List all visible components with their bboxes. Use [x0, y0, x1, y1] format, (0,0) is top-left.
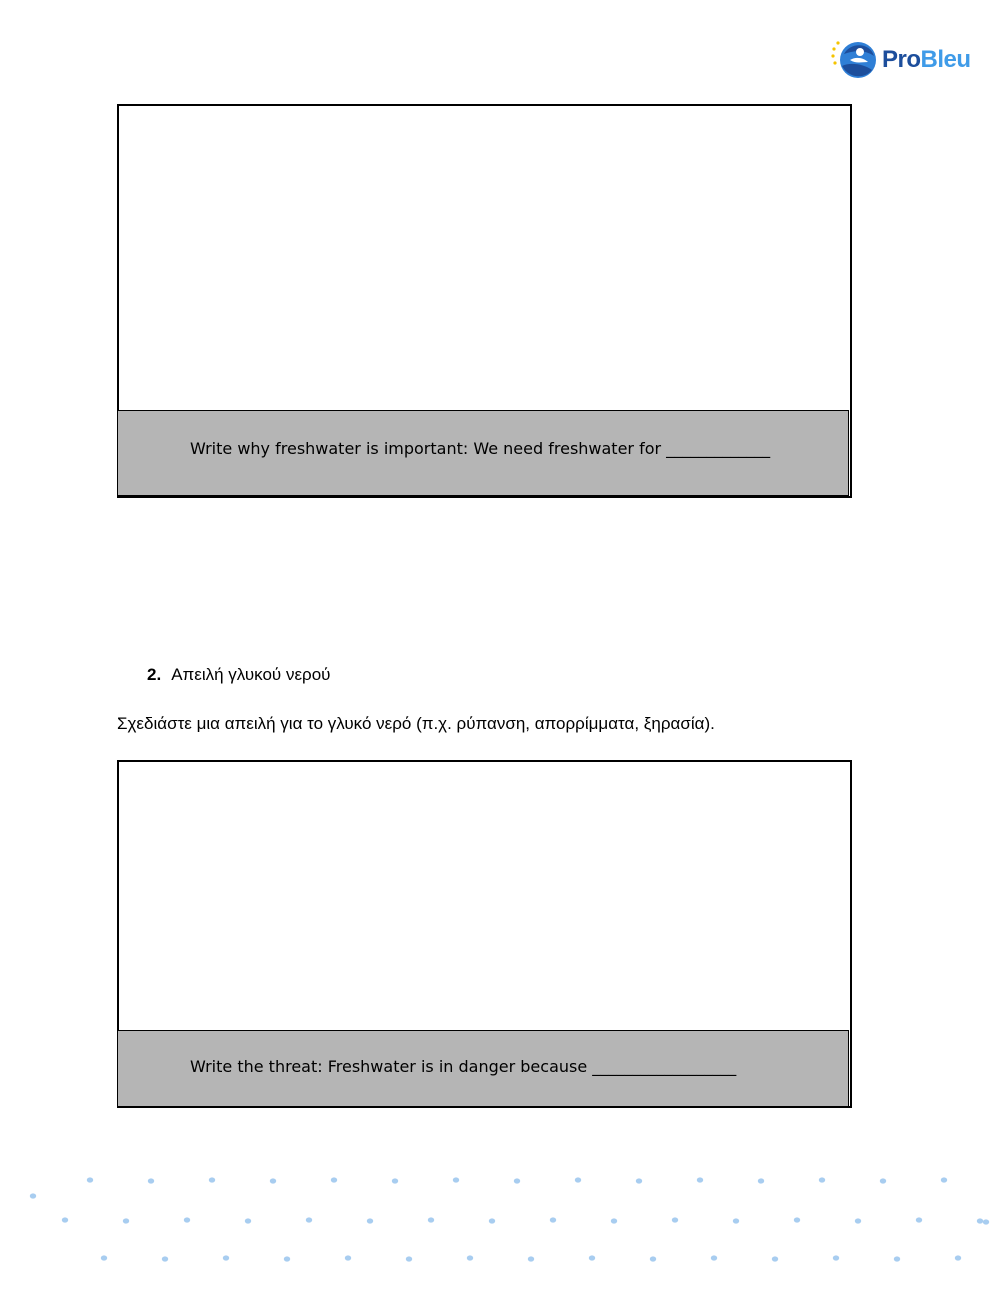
decorative-dot [209, 1177, 215, 1182]
decorative-dot [148, 1178, 154, 1183]
decorative-dot [711, 1255, 717, 1260]
decorative-dot [284, 1256, 290, 1261]
decorative-dot [528, 1256, 534, 1261]
decorative-dot [392, 1178, 398, 1183]
caption-bar-2 [117, 1030, 849, 1107]
decorative-dot [589, 1255, 595, 1260]
decorative-dot [489, 1218, 495, 1223]
decorative-dot [894, 1256, 900, 1261]
question-title: Απειλή γλυκού νερού [171, 665, 331, 684]
decorative-dot [514, 1178, 520, 1183]
decorative-dot [467, 1255, 473, 1260]
decorative-dot [636, 1178, 642, 1183]
decorative-dot [983, 1219, 989, 1224]
decorative-dot-pattern [0, 1160, 1000, 1294]
decorative-dot [101, 1255, 107, 1260]
decorative-dot [833, 1255, 839, 1260]
caption-bar-1 [117, 410, 849, 496]
decorative-dot [575, 1177, 581, 1182]
decorative-dot [223, 1255, 229, 1260]
decorative-dot [855, 1218, 861, 1223]
decorative-dot [270, 1178, 276, 1183]
logo-text-bleu: Bleu [920, 46, 971, 73]
decorative-dot [87, 1177, 93, 1182]
probleu-logo [830, 38, 980, 82]
logo-text-pro: Pro [882, 46, 921, 73]
question-2-instruction: Σχεδιάστε μια απειλή για το γλυκό νερό (π.χ. ρύπανση, απορρίμματα, ξηρασία). [117, 714, 715, 733]
caption-text-1: Write why freshwater is important: We need freshwater for _____________ [190, 439, 771, 458]
decorative-dot [733, 1218, 739, 1223]
caption-text-2: Write the threat: Freshwater is in danger because __________________ [190, 1057, 737, 1076]
decorative-dot [184, 1217, 190, 1222]
decorative-dot [331, 1177, 337, 1182]
question-2-heading [147, 665, 330, 685]
decorative-dot [650, 1256, 656, 1261]
decorative-dot [819, 1177, 825, 1182]
decorative-dot [162, 1256, 168, 1261]
decorative-dot [955, 1255, 961, 1260]
decorative-dot [367, 1218, 373, 1223]
decorative-dot [245, 1218, 251, 1223]
decorative-dot [453, 1177, 459, 1182]
decorative-dot [794, 1217, 800, 1222]
decorative-dot [758, 1178, 764, 1183]
decorative-dot [941, 1177, 947, 1182]
decorative-dot [697, 1177, 703, 1182]
decorative-dot [772, 1256, 778, 1261]
decorative-dot [306, 1217, 312, 1222]
decorative-dot [977, 1218, 983, 1223]
probleu-logo-icon [830, 38, 880, 82]
decorative-dot [916, 1217, 922, 1222]
decorative-dot [880, 1178, 886, 1183]
decorative-dot [406, 1256, 412, 1261]
decorative-dot [345, 1255, 351, 1260]
question-number: 2. [147, 665, 162, 684]
decorative-dot [62, 1217, 68, 1222]
decorative-dot [550, 1217, 556, 1222]
decorative-dot [30, 1193, 36, 1198]
decorative-dot [672, 1217, 678, 1222]
logo-wordmark [882, 44, 971, 76]
decorative-dot [123, 1218, 129, 1223]
decorative-dot [611, 1218, 617, 1223]
decorative-dot [428, 1217, 434, 1222]
